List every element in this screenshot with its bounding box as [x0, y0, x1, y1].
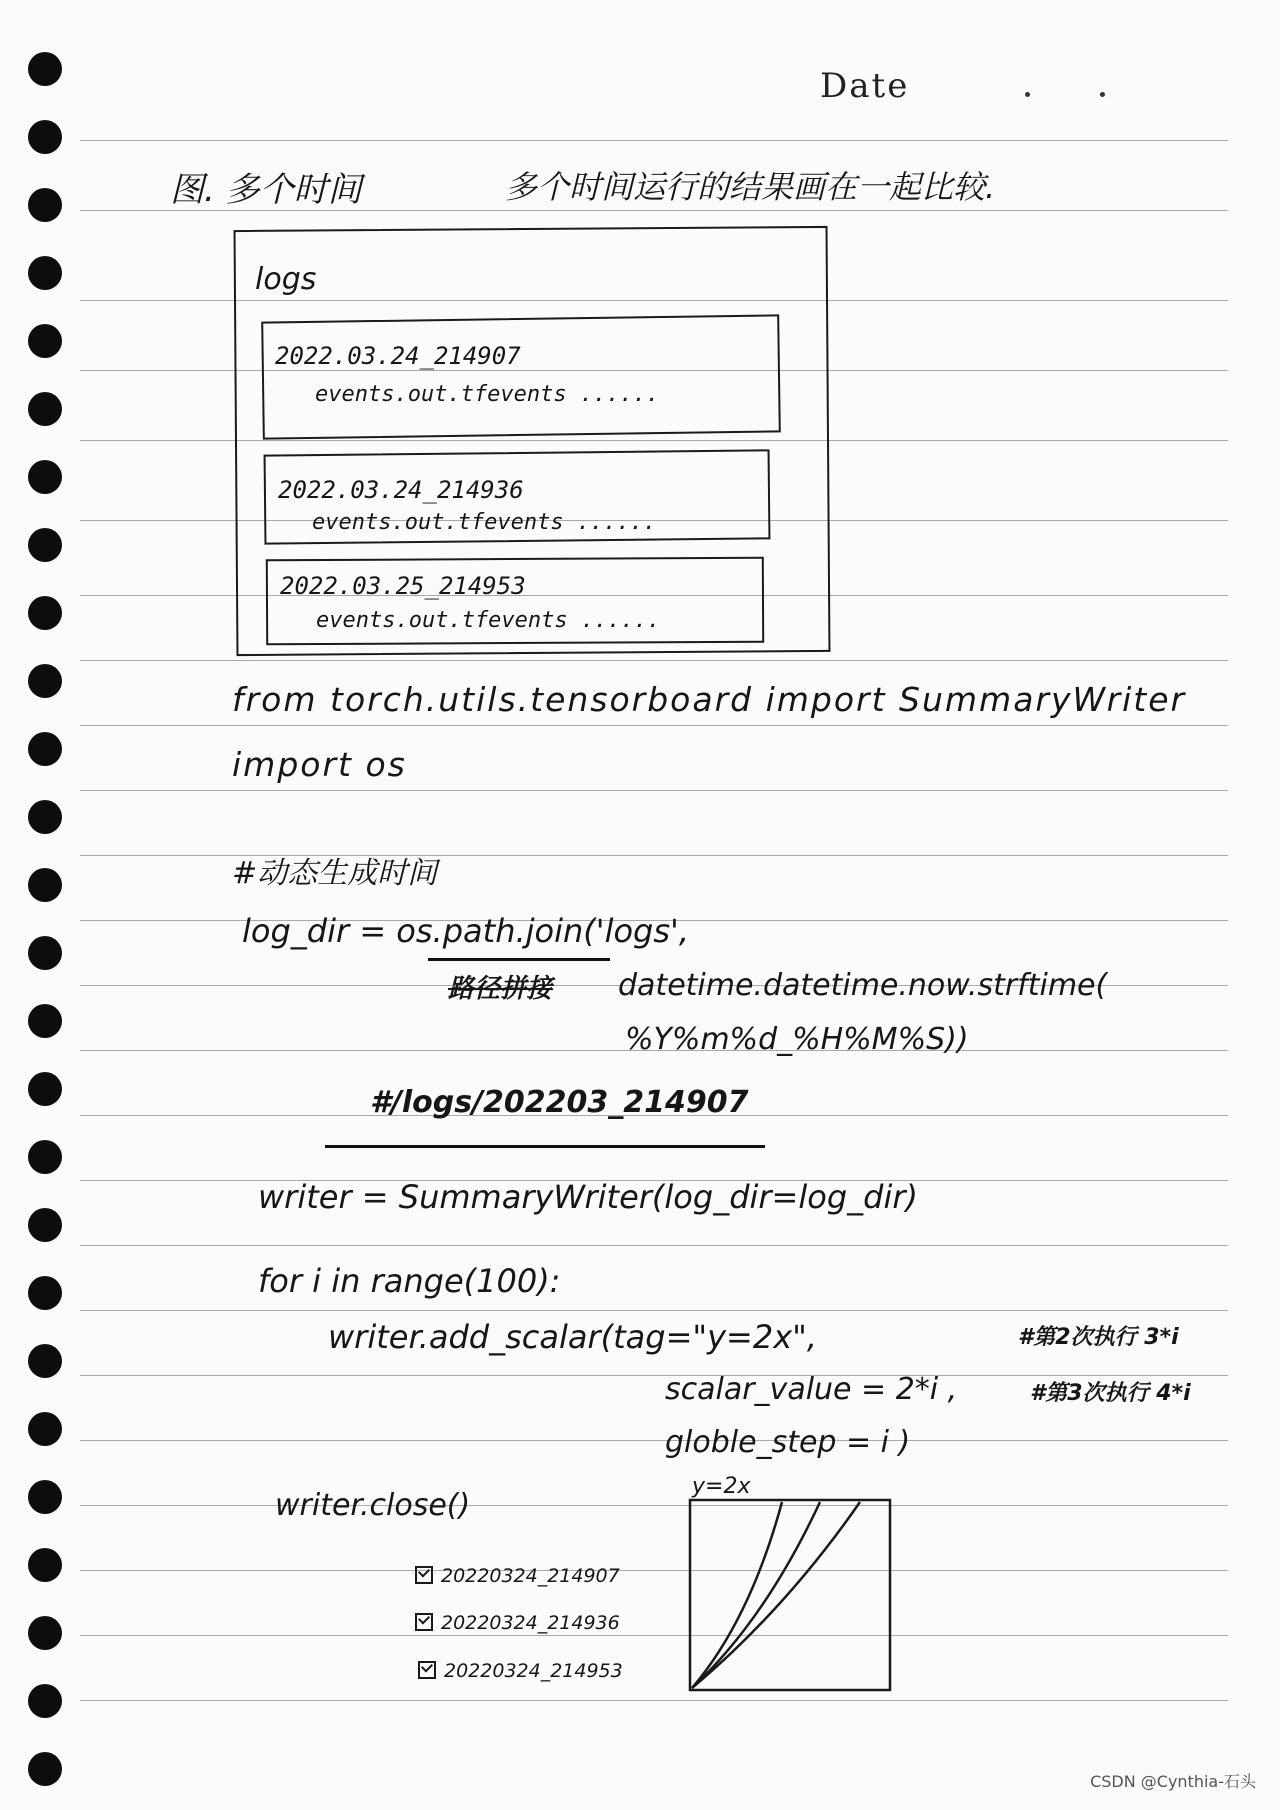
- watermark: CSDN @Cynthia-石头: [1090, 1772, 1256, 1791]
- binder-hole: [28, 256, 62, 290]
- binder-hole: [28, 1548, 62, 1582]
- binder-hole: [28, 1208, 62, 1242]
- section-heading: 图. 多个时间: [170, 170, 362, 210]
- code-import-line: from torch.utils.tensorboard import SummaryWriter: [232, 680, 1187, 719]
- binder-hole: [28, 1140, 62, 1174]
- binder-hole: [28, 1072, 62, 1106]
- ruled-line: [80, 1310, 1228, 1311]
- ruled-line: [80, 790, 1228, 791]
- code-import-line: import os: [232, 745, 407, 784]
- binder-hole: [28, 1480, 62, 1514]
- legend-item: [415, 1565, 620, 1587]
- code-run-comment: #第2次执行 3*i: [1018, 1325, 1179, 1350]
- run-folder-box: [261, 314, 781, 439]
- code-format-line: %Y%m%d_%H%M%S)): [625, 1022, 969, 1057]
- code-scalar-value-line: scalar_value = 2*i ,: [665, 1372, 958, 1407]
- binder-hole: [28, 1412, 62, 1446]
- binder-hole: [28, 936, 62, 970]
- binder-hole: [28, 596, 62, 630]
- run-folder-name: 2022.03.24_214907: [275, 342, 521, 370]
- ruled-line: [80, 725, 1228, 726]
- plot-frame: [690, 1500, 890, 1690]
- binder-holes: [28, 40, 68, 1800]
- binder-hole: [28, 1684, 62, 1718]
- binder-hole: [28, 528, 62, 562]
- legend-item: [418, 1660, 623, 1682]
- ruled-line: [80, 1700, 1228, 1701]
- binder-hole: [28, 1276, 62, 1310]
- plot-curve-run2: [692, 1502, 820, 1688]
- code-writer-line: writer = SummaryWriter(log_dir=log_dir): [258, 1178, 918, 1216]
- legend-item-label: 20220324_214907: [441, 1565, 620, 1587]
- code-for-line: for i in range(100):: [258, 1262, 561, 1300]
- binder-hole: [28, 868, 62, 902]
- binder-hole: [28, 120, 62, 154]
- run-folder-name: 2022.03.24_214936: [278, 476, 524, 504]
- legend-item: [415, 1612, 620, 1634]
- ruled-line: [80, 140, 1228, 141]
- logs-folder-label: logs: [255, 262, 317, 297]
- code-close-line: writer.close(): [275, 1488, 471, 1523]
- plot-title: y=2x: [692, 1474, 751, 1499]
- code-global-step-line: globle_step = i ): [665, 1425, 911, 1460]
- legend-item-label: 20220324_214953: [444, 1660, 623, 1682]
- legend-item-label: 20220324_214936: [441, 1612, 620, 1634]
- plot-curve-run3: [692, 1502, 860, 1688]
- binder-hole: [28, 1752, 62, 1786]
- binder-hole: [28, 52, 62, 86]
- code-underline: [325, 1145, 765, 1148]
- checkbox-checked-icon: [415, 1613, 433, 1631]
- run-event-file: events.out.tfevents ......: [312, 510, 657, 535]
- binder-hole: [28, 392, 62, 426]
- path-join-note: 路径拼接: [448, 974, 553, 1004]
- binder-hole: [28, 188, 62, 222]
- code-logdir-line: log_dir = os.path.join('logs',: [242, 912, 689, 950]
- code-comment: #动态生成时间: [232, 856, 438, 891]
- date-dot: [1025, 92, 1030, 97]
- binder-hole: [28, 1616, 62, 1650]
- checkbox-checked-icon: [418, 1661, 436, 1679]
- run-event-file: events.out.tfevents ......: [315, 382, 660, 407]
- ruled-line: [80, 1245, 1228, 1246]
- ruled-line: [80, 1635, 1228, 1636]
- binder-hole: [28, 1344, 62, 1378]
- date-dot: [1100, 92, 1105, 97]
- sketch-plot: [690, 1500, 910, 1700]
- binder-hole: [28, 732, 62, 766]
- code-datetime-line: datetime.datetime.now.strftime(: [618, 968, 1108, 1003]
- code-result-comment: #/logs/202203_214907: [370, 1085, 749, 1120]
- ruled-line: [80, 1440, 1228, 1441]
- binder-hole: [28, 460, 62, 494]
- code-underline: [428, 958, 610, 961]
- binder-hole: [28, 800, 62, 834]
- code-run-comment: #第3次执行 4*i: [1030, 1381, 1191, 1406]
- binder-hole: [28, 664, 62, 698]
- code-add-scalar-line: writer.add_scalar(tag="y=2x",: [328, 1318, 818, 1356]
- binder-hole: [28, 1004, 62, 1038]
- ruled-line: [80, 1570, 1228, 1571]
- run-folder-name: 2022.03.25_214953: [280, 572, 526, 600]
- section-note: 多个时间运行的结果画在一起比较.: [505, 168, 996, 206]
- ruled-line: [80, 660, 1228, 661]
- binder-hole: [28, 324, 62, 358]
- ruled-line: [80, 1505, 1228, 1506]
- checkbox-checked-icon: [415, 1566, 433, 1584]
- date-label: Date: [820, 66, 910, 106]
- run-event-file: events.out.tfevents ......: [316, 608, 661, 633]
